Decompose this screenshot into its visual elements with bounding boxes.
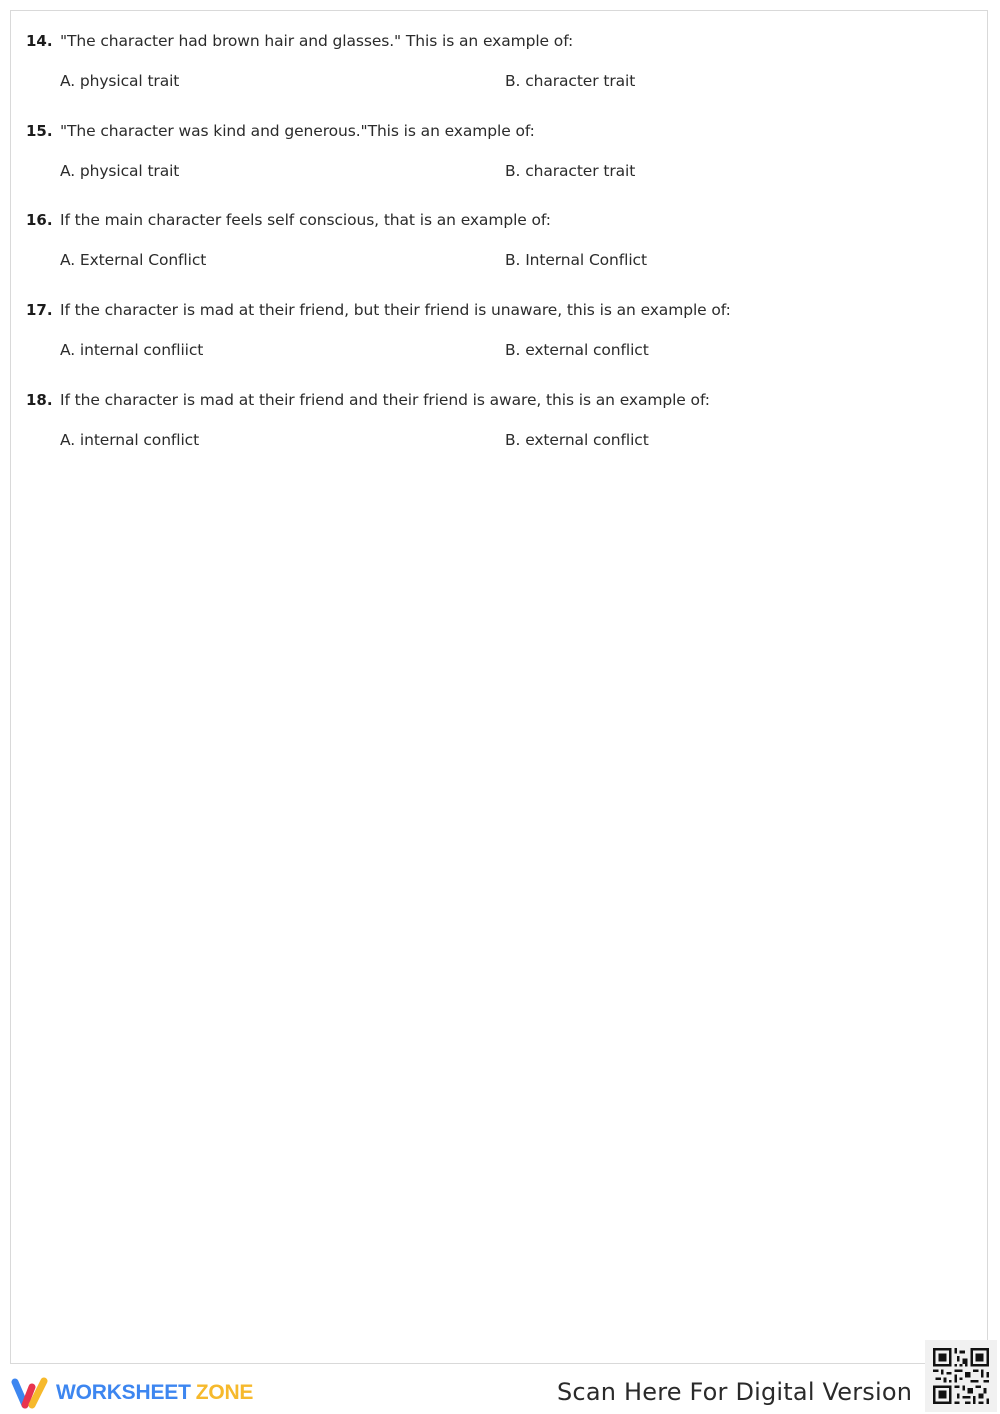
worksheetzone-logo[interactable] [10, 1376, 253, 1410]
option-a[interactable]: A. physical trait [60, 162, 180, 180]
qr-code[interactable] [925, 1340, 997, 1412]
option-b[interactable]: B. Internal Conflict [505, 251, 647, 269]
question-text: If the character is mad at their friend and their friend is aware, this is an example of: [60, 391, 710, 409]
question-number: 16. [26, 211, 53, 229]
scan-instruction: Scan Here For Digital Version [557, 1378, 913, 1406]
qr-code-icon [933, 1348, 989, 1404]
question-14 [26, 31, 966, 91]
question-16 [26, 210, 966, 270]
option-b[interactable]: B. character trait [505, 162, 636, 180]
question-number: 17. [26, 301, 53, 319]
question-15 [26, 121, 966, 181]
option-a[interactable]: A. physical trait [60, 72, 180, 90]
brand-worksheet: WORKSHEET [56, 1381, 191, 1404]
logo-w-icon [10, 1376, 50, 1410]
option-b[interactable]: B. external conflict [505, 431, 649, 449]
brand-zone: ZONE [195, 1381, 254, 1404]
option-a[interactable]: A. internal confliict [60, 341, 204, 359]
option-a[interactable]: A. External Conflict [60, 251, 207, 269]
option-b[interactable]: B. external conflict [505, 341, 649, 359]
question-17 [26, 300, 966, 360]
question-18 [26, 390, 966, 450]
question-text: "The character had brown hair and glasses." This is an example of: [60, 32, 574, 50]
option-b[interactable]: B. character trait [505, 72, 636, 90]
question-text: If the character is mad at their friend, but their friend is unaware, this is an example of: [60, 301, 731, 319]
question-number: 15. [26, 122, 53, 140]
question-text: "The character was kind and generous."This is an example of: [60, 122, 535, 140]
option-a[interactable]: A. internal conflict [60, 431, 200, 449]
question-number: 18. [26, 391, 53, 409]
question-text: If the main character feels self conscious, that is an example of: [60, 211, 551, 229]
question-number: 14. [26, 32, 53, 50]
